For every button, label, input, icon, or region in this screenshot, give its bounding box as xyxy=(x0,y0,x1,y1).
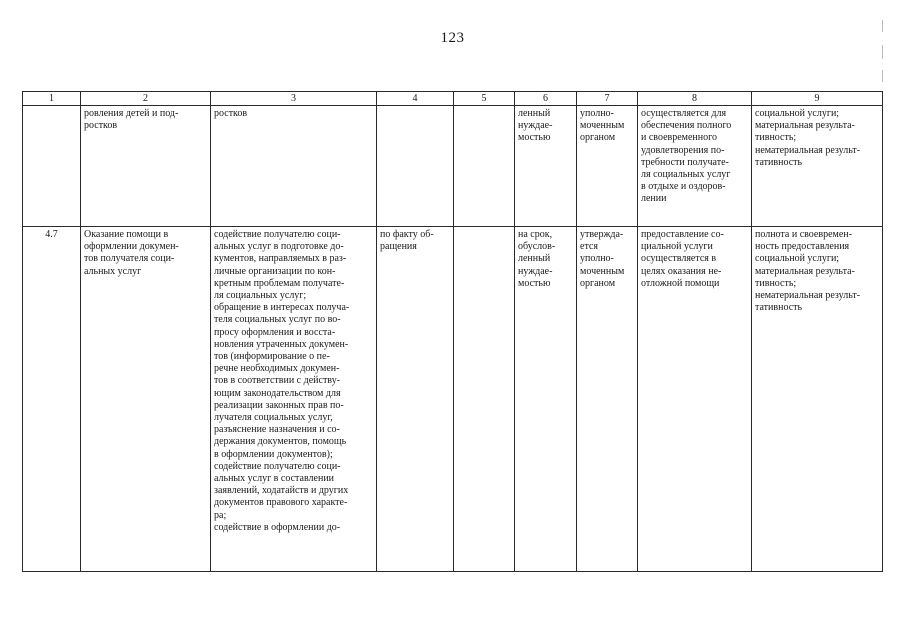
cell-quality-indicators: полнота и своевремен- ность предоставления социальной услуги; материальная результа- тивность; нематериальная результ- тативность xyxy=(752,227,883,572)
column-header-1: 1 xyxy=(23,92,81,106)
cell-approved-by: уполно- моченным органом xyxy=(577,106,638,227)
cell-service-content: содействие получателю соци- альных услуг в подготовке до- кументов, направляемых в раз- личные организации по кон- кретным проблемам получате- ля социальных услуг; обращение в интересах получа- теля социальных услуг по во- просу оформления и восста- новления утраченных докумен- тов (информирование о пе- речне необходимых докумен- тов в соответствии с действу- ющим законодательством для реализации законных прав по- лучателя социальных услуг, разъяснение назначения и со- держания документов, помощь в оформлении документов); содействие получателю соци- альных услуг в составлении заявлений, ходатайств и других документов правового характе- ра; содействие в оформлении до- xyxy=(211,227,377,572)
column-header-6: 6 xyxy=(515,92,577,106)
table-row xyxy=(23,227,883,572)
column-header-9: 9 xyxy=(752,92,883,106)
column-header-3: 3 xyxy=(211,92,377,106)
page-number: 123 xyxy=(440,30,465,46)
scan-margin-line xyxy=(882,45,883,59)
cell-number: 4.7 xyxy=(23,227,81,572)
cell-term: ленный нуждае- мостью xyxy=(515,106,577,227)
cell-service-content: ростков xyxy=(211,106,377,227)
cell-service-name: Оказание помощи в оформлении докумен- тов получателя соци- альных услуг xyxy=(81,227,211,572)
cell-quality-indicators: социальной услуги; материальная результа- тивность; нематериальная результ- тативность xyxy=(752,106,883,227)
cell-provision-time: по факту об- ращения xyxy=(377,227,454,572)
cell-approved-by: утвержда- ется уполно- моченным органом xyxy=(577,227,638,572)
column-header-4: 4 xyxy=(377,92,454,106)
column-header-5: 5 xyxy=(454,92,515,106)
column-header-8: 8 xyxy=(638,92,752,106)
services-table xyxy=(22,91,883,572)
cell-conditions: осуществляется для обеспечения полного и своевременного удовлетворения по- требности получате- ля социальных услуг в отдыхе и оздоров- лении xyxy=(638,106,752,227)
cell-term: на срок, обуслов- ленный нуждае- мостью xyxy=(515,227,577,572)
column-header-7: 7 xyxy=(577,92,638,106)
cell-number xyxy=(23,106,81,227)
cell-cost xyxy=(454,227,515,572)
cell-cost xyxy=(454,106,515,227)
column-header-2: 2 xyxy=(81,92,211,106)
cell-provision-time xyxy=(377,106,454,227)
table-row xyxy=(23,106,883,227)
cell-conditions: предоставление со- циальной услуги осуществляется в целях оказания не- отложной помощи xyxy=(638,227,752,572)
header-row xyxy=(23,92,883,106)
scan-margin-line xyxy=(882,20,883,32)
cell-service-name: ровления детей и под- ростков xyxy=(81,106,211,227)
scan-margin-line xyxy=(882,70,883,82)
